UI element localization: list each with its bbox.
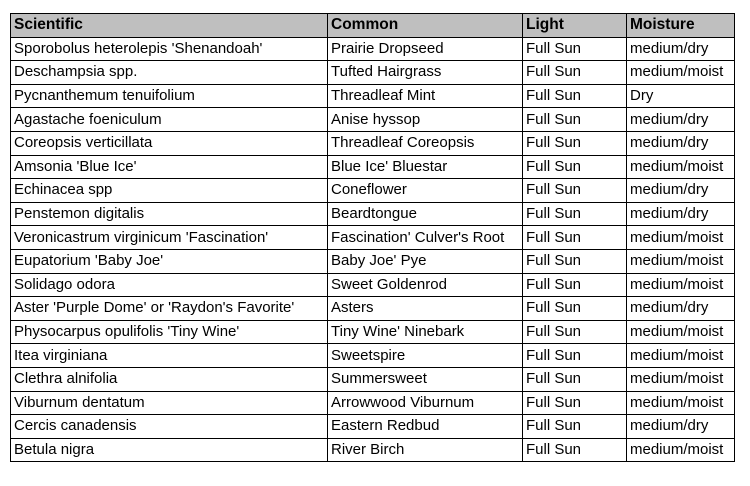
cell-moisture: medium/moist	[627, 320, 735, 344]
cell-light: Full Sun	[523, 155, 627, 179]
header-moisture: Moisture	[627, 14, 735, 38]
cell-scientific: Deschampsia spp.	[11, 61, 328, 85]
cell-moisture: medium/dry	[627, 108, 735, 132]
cell-light: Full Sun	[523, 131, 627, 155]
cell-light: Full Sun	[523, 367, 627, 391]
cell-common: Tiny Wine' Ninebark	[328, 320, 523, 344]
cell-moisture: medium/moist	[627, 438, 735, 462]
table-row	[11, 344, 735, 368]
cell-scientific: Pycnanthemum tenuifolium	[11, 84, 328, 108]
cell-scientific: Solidago odora	[11, 273, 328, 297]
table-row	[11, 155, 735, 179]
table-header-row	[11, 14, 735, 38]
table-body	[11, 37, 735, 462]
cell-common: Threadleaf Mint	[328, 84, 523, 108]
header-light: Light	[523, 14, 627, 38]
cell-scientific: Penstemon digitalis	[11, 202, 328, 226]
table-row	[11, 367, 735, 391]
cell-light: Full Sun	[523, 108, 627, 132]
cell-common: Sweet Goldenrod	[328, 273, 523, 297]
cell-common: Arrowwood Viburnum	[328, 391, 523, 415]
cell-scientific: Itea virginiana	[11, 344, 328, 368]
cell-light: Full Sun	[523, 320, 627, 344]
cell-moisture: medium/moist	[627, 226, 735, 250]
cell-scientific: Physocarpus opulifolis 'Tiny Wine'	[11, 320, 328, 344]
cell-light: Full Sun	[523, 226, 627, 250]
cell-common: Threadleaf Coreopsis	[328, 131, 523, 155]
cell-common: Fascination' Culver's Root	[328, 226, 523, 250]
cell-scientific: Betula nigra	[11, 438, 328, 462]
cell-common: Anise hyssop	[328, 108, 523, 132]
cell-scientific: Agastache foeniculum	[11, 108, 328, 132]
table-row	[11, 320, 735, 344]
cell-light: Full Sun	[523, 202, 627, 226]
table-row	[11, 391, 735, 415]
header-scientific: Scientific	[11, 14, 328, 38]
table-row	[11, 415, 735, 439]
cell-moisture: medium/moist	[627, 367, 735, 391]
cell-scientific: Sporobolus heterolepis 'Shenandoah'	[11, 37, 328, 61]
table-row	[11, 61, 735, 85]
cell-light: Full Sun	[523, 84, 627, 108]
cell-scientific: Viburnum dentatum	[11, 391, 328, 415]
cell-common: Summersweet	[328, 367, 523, 391]
cell-moisture: medium/moist	[627, 391, 735, 415]
cell-scientific: Echinacea spp	[11, 179, 328, 203]
cell-common: River Birch	[328, 438, 523, 462]
cell-light: Full Sun	[523, 391, 627, 415]
plant-table	[10, 13, 735, 462]
cell-scientific: Aster 'Purple Dome' or 'Raydon's Favorite'	[11, 297, 328, 321]
table-row	[11, 273, 735, 297]
table-row	[11, 249, 735, 273]
cell-common: Baby Joe' Pye	[328, 249, 523, 273]
table-row	[11, 37, 735, 61]
cell-light: Full Sun	[523, 249, 627, 273]
cell-moisture: Dry	[627, 84, 735, 108]
table-row	[11, 297, 735, 321]
cell-common: Beardtongue	[328, 202, 523, 226]
cell-moisture: medium/moist	[627, 61, 735, 85]
cell-moisture: medium/moist	[627, 273, 735, 297]
cell-scientific: Eupatorium 'Baby Joe'	[11, 249, 328, 273]
cell-scientific: Clethra alnifolia	[11, 367, 328, 391]
cell-light: Full Sun	[523, 415, 627, 439]
header-common: Common	[328, 14, 523, 38]
table-row	[11, 131, 735, 155]
cell-common: Coneflower	[328, 179, 523, 203]
cell-moisture: medium/moist	[627, 249, 735, 273]
cell-light: Full Sun	[523, 438, 627, 462]
cell-common: Prairie Dropseed	[328, 37, 523, 61]
cell-light: Full Sun	[523, 61, 627, 85]
cell-moisture: medium/dry	[627, 202, 735, 226]
cell-scientific: Amsonia 'Blue Ice'	[11, 155, 328, 179]
cell-common: Eastern Redbud	[328, 415, 523, 439]
table-row	[11, 438, 735, 462]
cell-light: Full Sun	[523, 179, 627, 203]
cell-moisture: medium/dry	[627, 37, 735, 61]
table-row	[11, 202, 735, 226]
table-row	[11, 84, 735, 108]
table-row	[11, 226, 735, 250]
cell-common: Asters	[328, 297, 523, 321]
cell-moisture: medium/dry	[627, 297, 735, 321]
cell-light: Full Sun	[523, 273, 627, 297]
cell-common: Tufted Hairgrass	[328, 61, 523, 85]
cell-moisture: medium/moist	[627, 344, 735, 368]
table-row	[11, 108, 735, 132]
cell-scientific: Cercis canadensis	[11, 415, 328, 439]
cell-common: Sweetspire	[328, 344, 523, 368]
cell-scientific: Veronicastrum virginicum 'Fascination'	[11, 226, 328, 250]
cell-light: Full Sun	[523, 344, 627, 368]
cell-scientific: Coreopsis verticillata	[11, 131, 328, 155]
cell-moisture: medium/dry	[627, 179, 735, 203]
table-row	[11, 179, 735, 203]
cell-moisture: medium/moist	[627, 155, 735, 179]
cell-common: Blue Ice' Bluestar	[328, 155, 523, 179]
cell-moisture: medium/dry	[627, 415, 735, 439]
cell-moisture: medium/dry	[627, 131, 735, 155]
cell-light: Full Sun	[523, 297, 627, 321]
cell-light: Full Sun	[523, 37, 627, 61]
